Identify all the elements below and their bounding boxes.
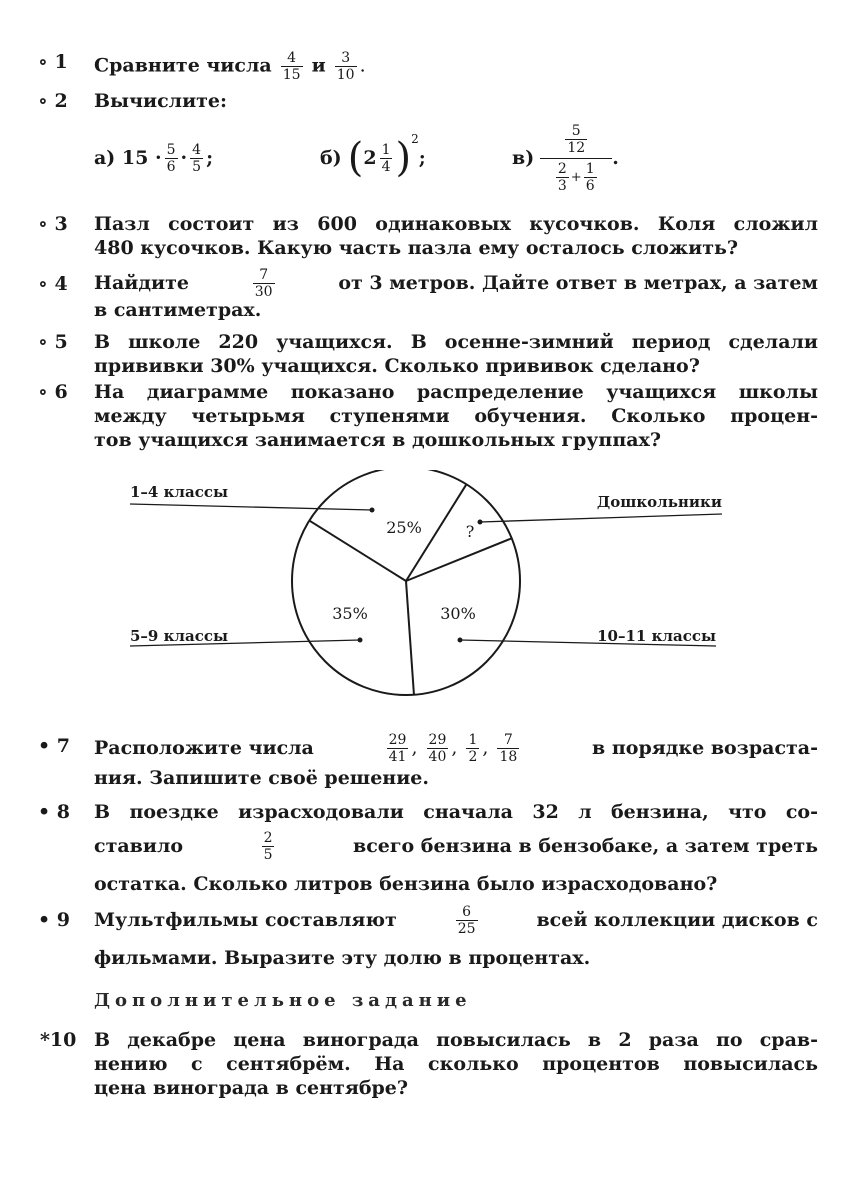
part-c: в) $\frac{5}{12}$ $\frac{2}{3}$ + $\frac{1}{6}$ . bbox=[512, 122, 619, 194]
worksheet-page: ∘ 1 Сравните числа $\frac{4}{15}$ и $\frac{3}{10}$ . ∘ 2 Вычислите: а) 15 · $\frac{5}{6}$ · $\frac{4}{5}$ ; б) ( 2 $\frac{1}{4}$ ) $^2$ ; в) $\frac{5}{12}$ $\frac{2}{3}$ + $\frac{1}{6}$ . ∘ 3 Пазл состоит из 600 одинаковых кусочков. Коля сложил 480 кусочков. Какую часть пазла ему осталось сложить? ∘ 4 Найдите $\frac{7}{30}$ от 3 метров. Дайте ответ в метрах, а затем в сантиметрах. ∘ 5 В школе 220 учащихся. В осенне-зимний период сделали прививки 30% учащихся. Сколько прививок сделано? ∘ 6 На диаграмме показано распределение учащихся школы между четырьмя ступенями обучения. Сколько процен- тов учащихся занимается в дошкольных группах? 25% 1–4 классы ? Дошкольники 30% 10–11 классы 35% 5–9 классы • 7 Расположите числа $\frac{29}{41}$ , $\frac{29}{40}$ , $\frac{1}{2}$ , $\frac{7}{18}$ в порядке возраста- ния. Запишите своё решение. • 8 В поездке израсходовали сначала 32 л бензина, что со- ставило $\frac{2}{5}$ всего бензина в бензобаке, а затем треть остатка. Сколько литров бензина было израсходовано? • 9 Мультфильмы составляют $\frac{6}{25}$ всей коллекции дисков с фильмами. Выразите эту долю в процентах. Дополнительное задание *10 В декабре цена винограда повысилась в 2 раза по срав- нению с сентябрём. На сколько процентов повысилась цена винограда в сентябре? bbox=[0, 0, 864, 1178]
problem-marker: ∘ 3 bbox=[38, 213, 68, 235]
problem-marker: ∘ 1 bbox=[38, 51, 68, 73]
fraction: $\frac{4}{15}$ bbox=[282, 50, 301, 83]
compound-fraction: $\frac{5}{12}$ $\frac{2}{3}$ + $\frac{1}{6}$ bbox=[540, 123, 612, 194]
problem-marker: • 8 bbox=[38, 801, 70, 823]
problem-marker: ∘ 6 bbox=[38, 381, 68, 403]
extra-task-title: Дополнительное задание bbox=[94, 990, 472, 1011]
legend-leader-dot bbox=[370, 508, 375, 513]
legend-leader-dot bbox=[458, 638, 463, 643]
pie-legend-label: 1–4 классы bbox=[130, 483, 229, 501]
pie-slice-label: 30% bbox=[440, 604, 476, 623]
pie-legend-label: Дошкольники bbox=[596, 493, 722, 511]
problem-text: Вычислите: bbox=[94, 90, 228, 112]
pie-legend-label: 10–11 классы bbox=[597, 627, 716, 645]
fraction: $\frac{3}{10}$ bbox=[336, 50, 355, 83]
legend-leader-dot bbox=[358, 638, 363, 643]
pie-chart bbox=[0, 470, 864, 710]
pie-slice-label: 35% bbox=[332, 604, 368, 623]
legend-leader-line bbox=[480, 514, 722, 522]
problem-marker: *10 bbox=[40, 1029, 77, 1051]
part-a: а) 15 · $\frac{5}{6}$ · $\frac{4}{5}$ ; bbox=[94, 141, 214, 175]
problem-text: Сравните числа bbox=[94, 54, 272, 77]
pie-slice-label: ? bbox=[465, 522, 475, 541]
problem-marker: ∘ 2 bbox=[38, 90, 68, 112]
problem-marker: ∘ 4 bbox=[38, 273, 68, 295]
legend-leader-dot bbox=[478, 520, 483, 525]
pie-slice-boundary bbox=[406, 538, 512, 581]
problem-marker: ∘ 5 bbox=[38, 331, 68, 353]
pie-legend-label: 5–9 классы bbox=[130, 627, 229, 645]
part-b: б) ( 2 $\frac{1}{4}$ ) $^2$ ; bbox=[320, 132, 426, 181]
problem-marker: • 7 bbox=[38, 735, 70, 757]
pie-slice-boundary bbox=[406, 581, 414, 695]
legend-leader-line bbox=[130, 504, 372, 510]
problem-marker: • 9 bbox=[38, 909, 70, 931]
pie-slice-label: 25% bbox=[386, 518, 422, 537]
